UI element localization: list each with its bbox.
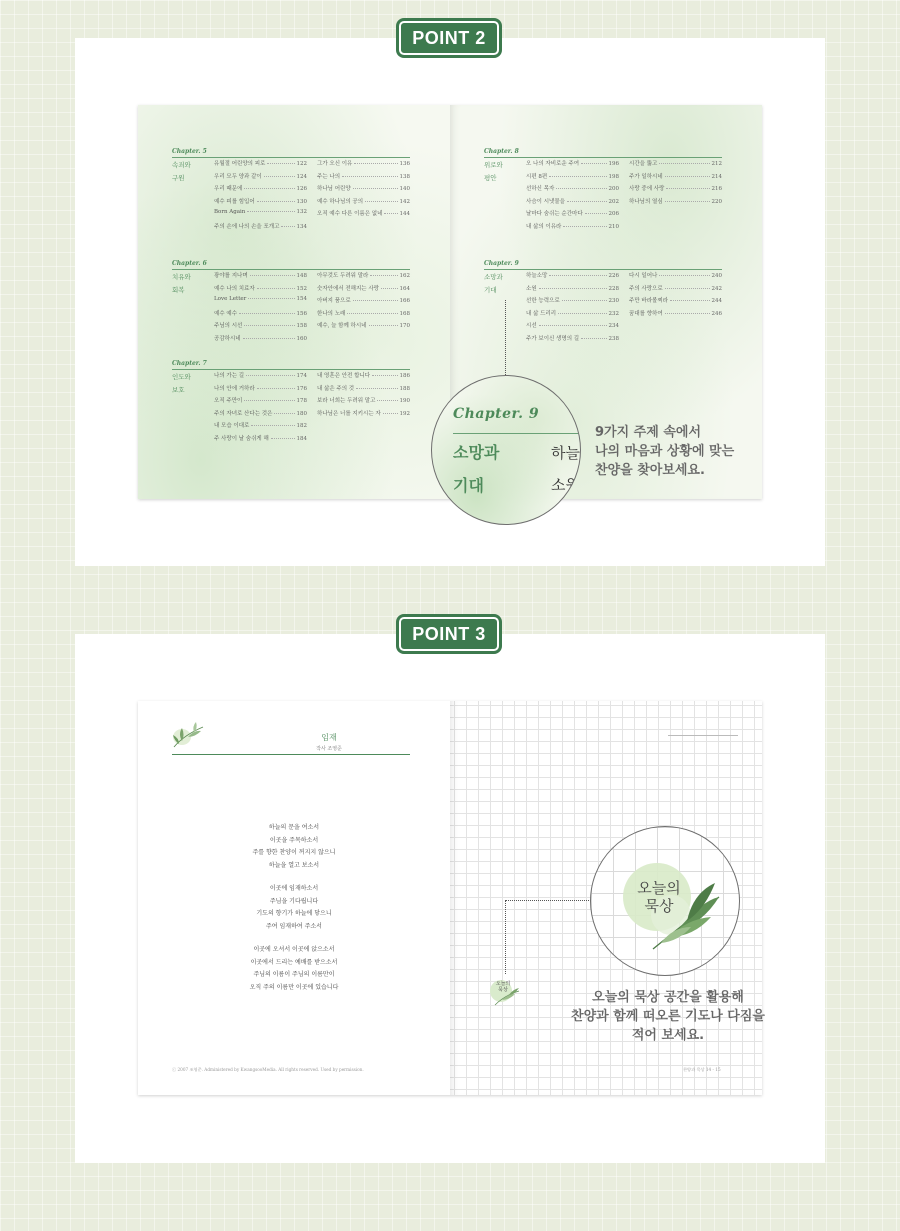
toc-entry[interactable] (629, 172, 722, 185)
toc-entry-page: 164 (399, 285, 410, 292)
chapter-rule (484, 269, 722, 270)
toc-entry-title: 다시 일어나 (629, 273, 658, 279)
toc-leader (384, 213, 397, 214)
chapter-theme-line: 치유와 (172, 273, 191, 281)
toc-leader (539, 288, 607, 289)
toc-leader (365, 201, 397, 202)
toc-column (317, 371, 410, 421)
mag-theme-1: 소망과 (453, 443, 500, 462)
chapter-theme (172, 371, 191, 397)
toc-entry[interactable] (317, 384, 410, 397)
point2-callout-line: 찬양을 찾아보세요. (595, 463, 705, 478)
toc-entry-title: 사랑 중에 사랑 (629, 186, 665, 192)
toc-leader (558, 313, 606, 314)
toc-entry-title: 시선 (526, 323, 537, 329)
chapter-theme-line: 보호 (172, 386, 185, 394)
toc-entry-title: 아버지 품으로 (317, 298, 351, 304)
toc-leader (563, 226, 606, 227)
lyric-line: 이곳에서 드리는 예배를 받으소서 (250, 958, 338, 966)
toc-entry-page: 206 (608, 211, 619, 217)
lyric-line: 주님을 기다립니다 (269, 897, 319, 905)
meditation-label-line: 오늘의 (637, 879, 681, 897)
toc-entry[interactable] (214, 159, 307, 172)
toc-entry-title: 한나의 노래 (317, 310, 346, 317)
toc-leader (549, 275, 606, 276)
toc-leader (342, 176, 397, 177)
toc-entry-page: 160 (296, 335, 307, 342)
toc-entry-title: 예수 하나님의 공의 (317, 198, 364, 205)
toc-entry-title: 시간을 뚫고 (629, 161, 658, 167)
small-label-line: 묵상 (498, 987, 508, 993)
toc-entry-page: 138 (399, 173, 410, 180)
chapter-heading: Chapter. 7 (172, 360, 207, 367)
toc-entry-title: 내 삶 드리리 (526, 310, 557, 317)
toc-entry-title: 주는 나의 (317, 173, 341, 180)
toc-entry-page: 162 (399, 273, 410, 279)
toc-column (317, 271, 410, 334)
toc-entry-page: 210 (608, 223, 619, 230)
toc-entry-page: 140 (399, 186, 410, 192)
toc-entry-title: 주의 자녀로 산다는 것은 (214, 410, 273, 417)
toc-entry-page: 134 (296, 223, 307, 230)
small-label-line: 오늘의 (495, 981, 511, 987)
toc-entry[interactable] (214, 334, 307, 347)
toc-entry-page: 246 (711, 310, 722, 317)
toc-entry-title: 예수 나의 치료자 (214, 285, 255, 292)
toc-entry-title: 소원 (526, 285, 537, 292)
toc-entry-title: Born Again (214, 209, 246, 215)
toc-leader (244, 325, 294, 326)
toc-column (526, 159, 619, 234)
chapter-heading: Chapter. 9 (484, 260, 519, 267)
toc-leader (659, 163, 709, 164)
toc-leader (665, 176, 710, 177)
toc-entry-title: 보라 너희는 두려워 말고 (317, 398, 376, 404)
toc-entry[interactable] (214, 409, 307, 422)
toc-entry-title: 예수, 늘 함께 하시네 (317, 323, 367, 329)
toc-entry[interactable] (214, 384, 307, 397)
toc-leader (381, 288, 398, 289)
chapter-heading: Chapter. 6 (172, 260, 207, 267)
toc-entry-title: 하나님의 열심 (629, 198, 663, 205)
chapter-heading: Chapter. 5 (172, 148, 207, 155)
toc-leader (239, 313, 294, 314)
chapter-theme-line: 속죄와 (172, 161, 191, 169)
lyric-line: 이곳에 임재하소서 (269, 885, 319, 892)
toc-leader (666, 188, 709, 189)
toc-leader (665, 288, 710, 289)
toc-entry[interactable] (526, 209, 619, 222)
chapter-rule (172, 369, 410, 370)
toc-leader (251, 425, 294, 426)
chapter-rule (172, 269, 410, 270)
toc-entry[interactable] (214, 371, 307, 384)
mag-rule (453, 433, 581, 434)
toc-entry-title: Love Letter (214, 296, 247, 302)
toc-entry-page: 234 (608, 323, 619, 329)
toc-leader (581, 163, 606, 164)
toc-leader (567, 201, 607, 202)
toc-entry-title: 아무것도 두려워 말라 (317, 273, 369, 279)
point2-callout-line: 나의 마음과 상황에 맞는 (595, 444, 735, 459)
toc-entry-title: 나의 안에 거하라 (214, 385, 255, 392)
toc-entry[interactable] (214, 172, 307, 185)
toc-entry[interactable] (629, 159, 722, 172)
toc-entry-title: 예수 예수 (214, 310, 238, 317)
toc-leader (271, 438, 295, 439)
point2-callout (595, 423, 734, 480)
toc-leader (257, 201, 295, 202)
toc-entry-title: 주의 사랑으로 (629, 285, 663, 292)
toc-leader (274, 413, 294, 414)
toc-entry[interactable] (317, 172, 410, 185)
toc-entry[interactable] (214, 222, 307, 235)
toc-entry-title: 숫자안에서 전해지는 사랑 (317, 285, 379, 292)
toc-entry[interactable] (214, 296, 307, 309)
toc-leader (585, 213, 607, 214)
toc-entry-title: 오직 예수 다른 이름은 없네 (317, 211, 383, 217)
hymn-subtitle: 작사 조영준 (316, 746, 342, 752)
toc-entry-page: 242 (711, 285, 722, 292)
toc-entry-title: 선하신 목자 (526, 186, 555, 192)
toc-entry-title: 예수 피를 힘입어 (214, 198, 255, 205)
toc-entry-page: 158 (296, 323, 307, 329)
toc-entry[interactable] (526, 296, 619, 309)
toc-entry-page: 122 (296, 161, 307, 167)
toc-column (629, 159, 722, 209)
toc-entry[interactable] (317, 159, 410, 172)
mag-entry-2: 소원 (551, 476, 580, 494)
toc-leader (247, 211, 294, 212)
toc-entry-page: 174 (296, 373, 307, 379)
toc-leader (244, 188, 294, 189)
point3-callout (560, 988, 776, 1045)
toc-leader (670, 300, 710, 301)
toc-leader (665, 313, 710, 314)
toc-entry[interactable] (317, 371, 410, 384)
toc-leader (539, 325, 607, 326)
toc-entry[interactable] (629, 309, 722, 322)
toc-entry[interactable] (629, 197, 722, 210)
toc-entry-title: 하나님은 너를 지키시는 자 (317, 410, 381, 417)
mag-theme-2: 기대 (453, 476, 484, 495)
toc-entry[interactable] (629, 284, 722, 297)
toc-entry-page: 188 (399, 385, 410, 392)
point3-callout-line: 찬양과 함께 떠오른 기도나 다짐을 (571, 1009, 765, 1024)
toc-leader (383, 413, 398, 414)
toc-entry[interactable] (317, 284, 410, 297)
hymn-title: 임재 (321, 733, 337, 742)
toc-entry-title: 선한 능력으로 (526, 298, 560, 304)
toc-entry[interactable] (214, 284, 307, 297)
toc-entry-title: 시편 8편 (526, 173, 548, 180)
toc-leader (246, 375, 294, 376)
toc-leader (377, 400, 397, 401)
chapter-heading: Chapter. 8 (484, 148, 519, 155)
toc-entry[interactable] (317, 309, 410, 322)
toc-entry-title: 사슴이 시냇물을 (526, 198, 565, 205)
chapter-theme-line: 회복 (172, 286, 185, 294)
toc-entry-page: 202 (608, 198, 619, 205)
chapter-theme (484, 159, 503, 185)
toc-entry-page: 178 (296, 398, 307, 404)
toc-entry-title: 하늘소망 (526, 273, 548, 279)
toc-entry-page: 200 (608, 186, 619, 192)
toc-entry-title: 꿈대를 향하여 (629, 310, 663, 317)
toc-entry-title: 주 사랑이 날 숨쉬게 해 (214, 435, 269, 442)
toc-leader (267, 163, 294, 164)
toc-entry-title: 주가 보이신 생명의 길 (526, 335, 580, 342)
toc-leader (243, 338, 295, 339)
toc-entry-title: 우리 때문에 (214, 186, 243, 192)
toc-entry[interactable] (629, 296, 722, 309)
toc-entry[interactable] (526, 321, 619, 334)
toc-entry-page: 152 (296, 285, 307, 292)
toc-entry-page: 142 (399, 198, 410, 205)
toc-entry-page: 126 (296, 186, 307, 192)
toc-entry-page: 190 (399, 398, 410, 404)
toc-leader (665, 201, 710, 202)
chapter-theme (172, 159, 191, 185)
toc-entry-page: 212 (711, 161, 722, 167)
toc-entry-title: 하나님 어린양 (317, 186, 351, 192)
toc-leader (354, 163, 397, 164)
toc-entry[interactable] (214, 184, 307, 197)
toc-entry-page: 216 (711, 186, 722, 192)
toc-entry-page: 182 (296, 423, 307, 429)
toc-leader (353, 300, 398, 301)
toc-entry[interactable] (214, 434, 307, 447)
hymn-title-rule (172, 754, 410, 755)
meditation-magnifier (590, 826, 740, 976)
toc-entry-title: 내 삶의 이유라 (526, 223, 562, 230)
toc-entry[interactable] (317, 209, 410, 222)
point2-callout-line: 9가지 주제 속에서 (595, 425, 702, 440)
toc-entry[interactable] (214, 271, 307, 284)
toc-leader (257, 388, 295, 389)
toc-entry-page: 148 (296, 273, 307, 279)
grid-top-rule (668, 735, 738, 736)
toc-entry-page: 180 (296, 410, 307, 417)
toc-column (629, 271, 722, 321)
toc-entry-title: 내 영혼은 안전 합니다 (317, 373, 371, 379)
toc-entry-page: 226 (608, 273, 619, 279)
mag-chapter-heading: Chapter. 9 (453, 406, 540, 422)
toc-leader (281, 226, 294, 227)
toc-entry-title: 주만 바라볼찌라 (629, 298, 668, 304)
toc-entry[interactable] (629, 184, 722, 197)
toc-entry[interactable] (526, 309, 619, 322)
connector-line-vertical (505, 900, 506, 974)
toc-column (317, 159, 410, 222)
small-label-text (492, 981, 514, 993)
toc-leader (264, 176, 295, 177)
meditation-label-line: 묵상 (644, 897, 674, 915)
chapter-theme-line: 기대 (484, 286, 497, 294)
toc-leader (248, 298, 294, 299)
toc-entry[interactable] (526, 184, 619, 197)
point3-callout-line: 적어 보세요. (631, 1028, 705, 1043)
toc-entry[interactable] (317, 396, 410, 409)
toc-entry-title: 그가 오신 이유 (317, 161, 353, 167)
toc-entry[interactable] (214, 197, 307, 210)
toc-entry-page: 166 (399, 298, 410, 304)
hymn-lyrics (138, 822, 450, 994)
point3-badge: POINT 3 (399, 617, 499, 651)
toc-leader (369, 325, 398, 326)
toc-entry-title: 내 삶은 주의 것 (317, 385, 355, 392)
toc-entry[interactable] (317, 197, 410, 210)
toc-entry-page: 230 (608, 298, 619, 304)
toc-entry-title: 광야를 지나며 (214, 273, 248, 279)
lyric-line: 이곳에 오셔서 이곳에 앉으소서 (253, 946, 335, 953)
toc-entry-page: 214 (711, 173, 722, 180)
toc-column (214, 159, 307, 234)
chapter-rule (172, 157, 410, 158)
toc-entry-title: 오 나의 자비로운 주여 (526, 161, 580, 167)
toc-entry-page: 198 (608, 173, 619, 180)
toc-leader (562, 300, 607, 301)
toc-entry-page: 124 (296, 173, 307, 180)
toc-entry-page: 186 (399, 373, 410, 379)
toc-entry[interactable] (214, 321, 307, 334)
toc-left-page (138, 105, 450, 499)
toc-entry[interactable] (317, 271, 410, 284)
lyric-line: 하늘을 열고 보소서 (268, 861, 320, 869)
chapter-rule (484, 157, 722, 158)
lyric-line: 이곳을 주목하소서 (269, 836, 319, 844)
toc-column (214, 371, 307, 446)
copyright-footer: ⓒ 2007 조영준. Administered by KwangsooMedia. All rights reserved. Used by permission. (172, 1067, 364, 1072)
toc-entry[interactable] (317, 409, 410, 422)
toc-entry[interactable] (317, 184, 410, 197)
chapter-theme-line: 소망과 (484, 273, 503, 281)
toc-entry-title: 주가 일하시네 (629, 173, 663, 180)
toc-entry-title: 공감하시네 (214, 335, 241, 342)
toc-entry-page: 130 (296, 198, 307, 205)
toc-entry-page: 238 (608, 335, 619, 342)
toc-entry-page: 240 (711, 273, 722, 279)
toc-entry[interactable] (526, 284, 619, 297)
toc-entry[interactable] (317, 321, 410, 334)
toc-leader (244, 400, 294, 401)
chapter-theme (484, 271, 503, 297)
toc-entry-page: 168 (399, 310, 410, 317)
toc-entry[interactable] (526, 271, 619, 284)
toc-entry-page: 132 (296, 209, 307, 215)
lyric-line: 오직 주의 이름만 이곳에 있습니다 (249, 983, 339, 991)
lyric-line: 기도의 향기가 하늘에 닿으니 (256, 910, 332, 917)
toc-entry-page: 196 (608, 161, 619, 167)
toc-entry[interactable] (317, 296, 410, 309)
toc-entry[interactable] (526, 197, 619, 210)
toc-leader (659, 275, 709, 276)
chapter-theme (172, 271, 191, 297)
toc-entry-page: 192 (399, 410, 410, 417)
toc-entry-page: 176 (296, 385, 307, 392)
small-meditation-label (487, 975, 521, 1009)
meditation-label (631, 879, 687, 915)
page-number-footer: 찬양과 묵상 14 - 15 (683, 1067, 721, 1072)
toc-entry[interactable] (214, 209, 307, 222)
toc-entry-page: 184 (296, 435, 307, 442)
connector-line (505, 300, 506, 375)
toc-entry-title: 내 모습 이대로 (214, 423, 250, 429)
toc-column (526, 271, 619, 346)
lyric-line: 주님의 이름이 주님의 이름만이 (253, 971, 335, 978)
toc-leader (353, 188, 398, 189)
toc-column (214, 271, 307, 346)
toc-entry-title: 유월절 어린양의 피로 (214, 161, 266, 167)
toc-leader (257, 288, 295, 289)
toc-entry[interactable] (526, 334, 619, 347)
toc-leader (370, 275, 397, 276)
toc-entry-page: 170 (399, 323, 410, 329)
toc-leader (372, 375, 397, 376)
mag-entry-1: 하늘 (551, 444, 580, 462)
toc-leader (250, 275, 295, 276)
toc-entry[interactable] (526, 159, 619, 172)
hymn-left-page (138, 701, 450, 1095)
toc-entry-title: 오직 주만이 (214, 398, 243, 404)
toc-entry-title: 나의 가는 길 (214, 373, 245, 379)
chapter-theme-line: 평안 (484, 174, 497, 182)
toc-entry-page: 144 (399, 211, 410, 217)
toc-entry-page: 244 (711, 298, 722, 304)
toc-entry-page: 220 (711, 198, 722, 205)
toc-entry-page: 232 (608, 310, 619, 317)
toc-entry[interactable] (526, 172, 619, 185)
lyric-line: 하늘의 문을 여소서 (268, 824, 320, 831)
toc-entry-page: 156 (296, 310, 307, 317)
toc-entry-page: 136 (399, 161, 410, 167)
toc-leader (556, 188, 606, 189)
chapter-theme-line: 위로와 (484, 161, 503, 169)
connector-line-horizontal (505, 900, 591, 901)
toc-entry-title: 날마다 숨쉬는 순간마다 (526, 211, 583, 217)
toc-entry[interactable] (214, 396, 307, 409)
toc-entry-title: 주님의 시선 (214, 323, 243, 329)
point3-callout-line: 오늘의 묵상 공간을 활용해 (592, 990, 744, 1005)
toc-entry[interactable] (214, 309, 307, 322)
chapter-theme-line: 구원 (172, 174, 185, 182)
toc-entry-page: 228 (608, 285, 619, 292)
chapter9-magnifier (431, 375, 581, 525)
toc-leader (581, 338, 606, 339)
toc-entry-title: 주의 손에 나의 손을 포개고 (214, 223, 280, 230)
toc-leader (347, 313, 397, 314)
toc-leader (356, 388, 397, 389)
toc-entry[interactable] (214, 421, 307, 434)
toc-entry[interactable] (629, 271, 722, 284)
toc-entry-page: 154 (296, 296, 307, 302)
lyric-line: 주여 임재하여 주소서 (266, 922, 322, 930)
lyric-line: 주를 향한 찬양이 꺼지지 않으니 (252, 849, 336, 856)
chapter-theme-line: 인도와 (172, 373, 191, 381)
toc-entry-title: 우리 모두 양과 같이 (214, 173, 262, 180)
toc-leader (549, 176, 606, 177)
point2-badge: POINT 2 (399, 21, 499, 55)
toc-entry[interactable] (526, 222, 619, 235)
